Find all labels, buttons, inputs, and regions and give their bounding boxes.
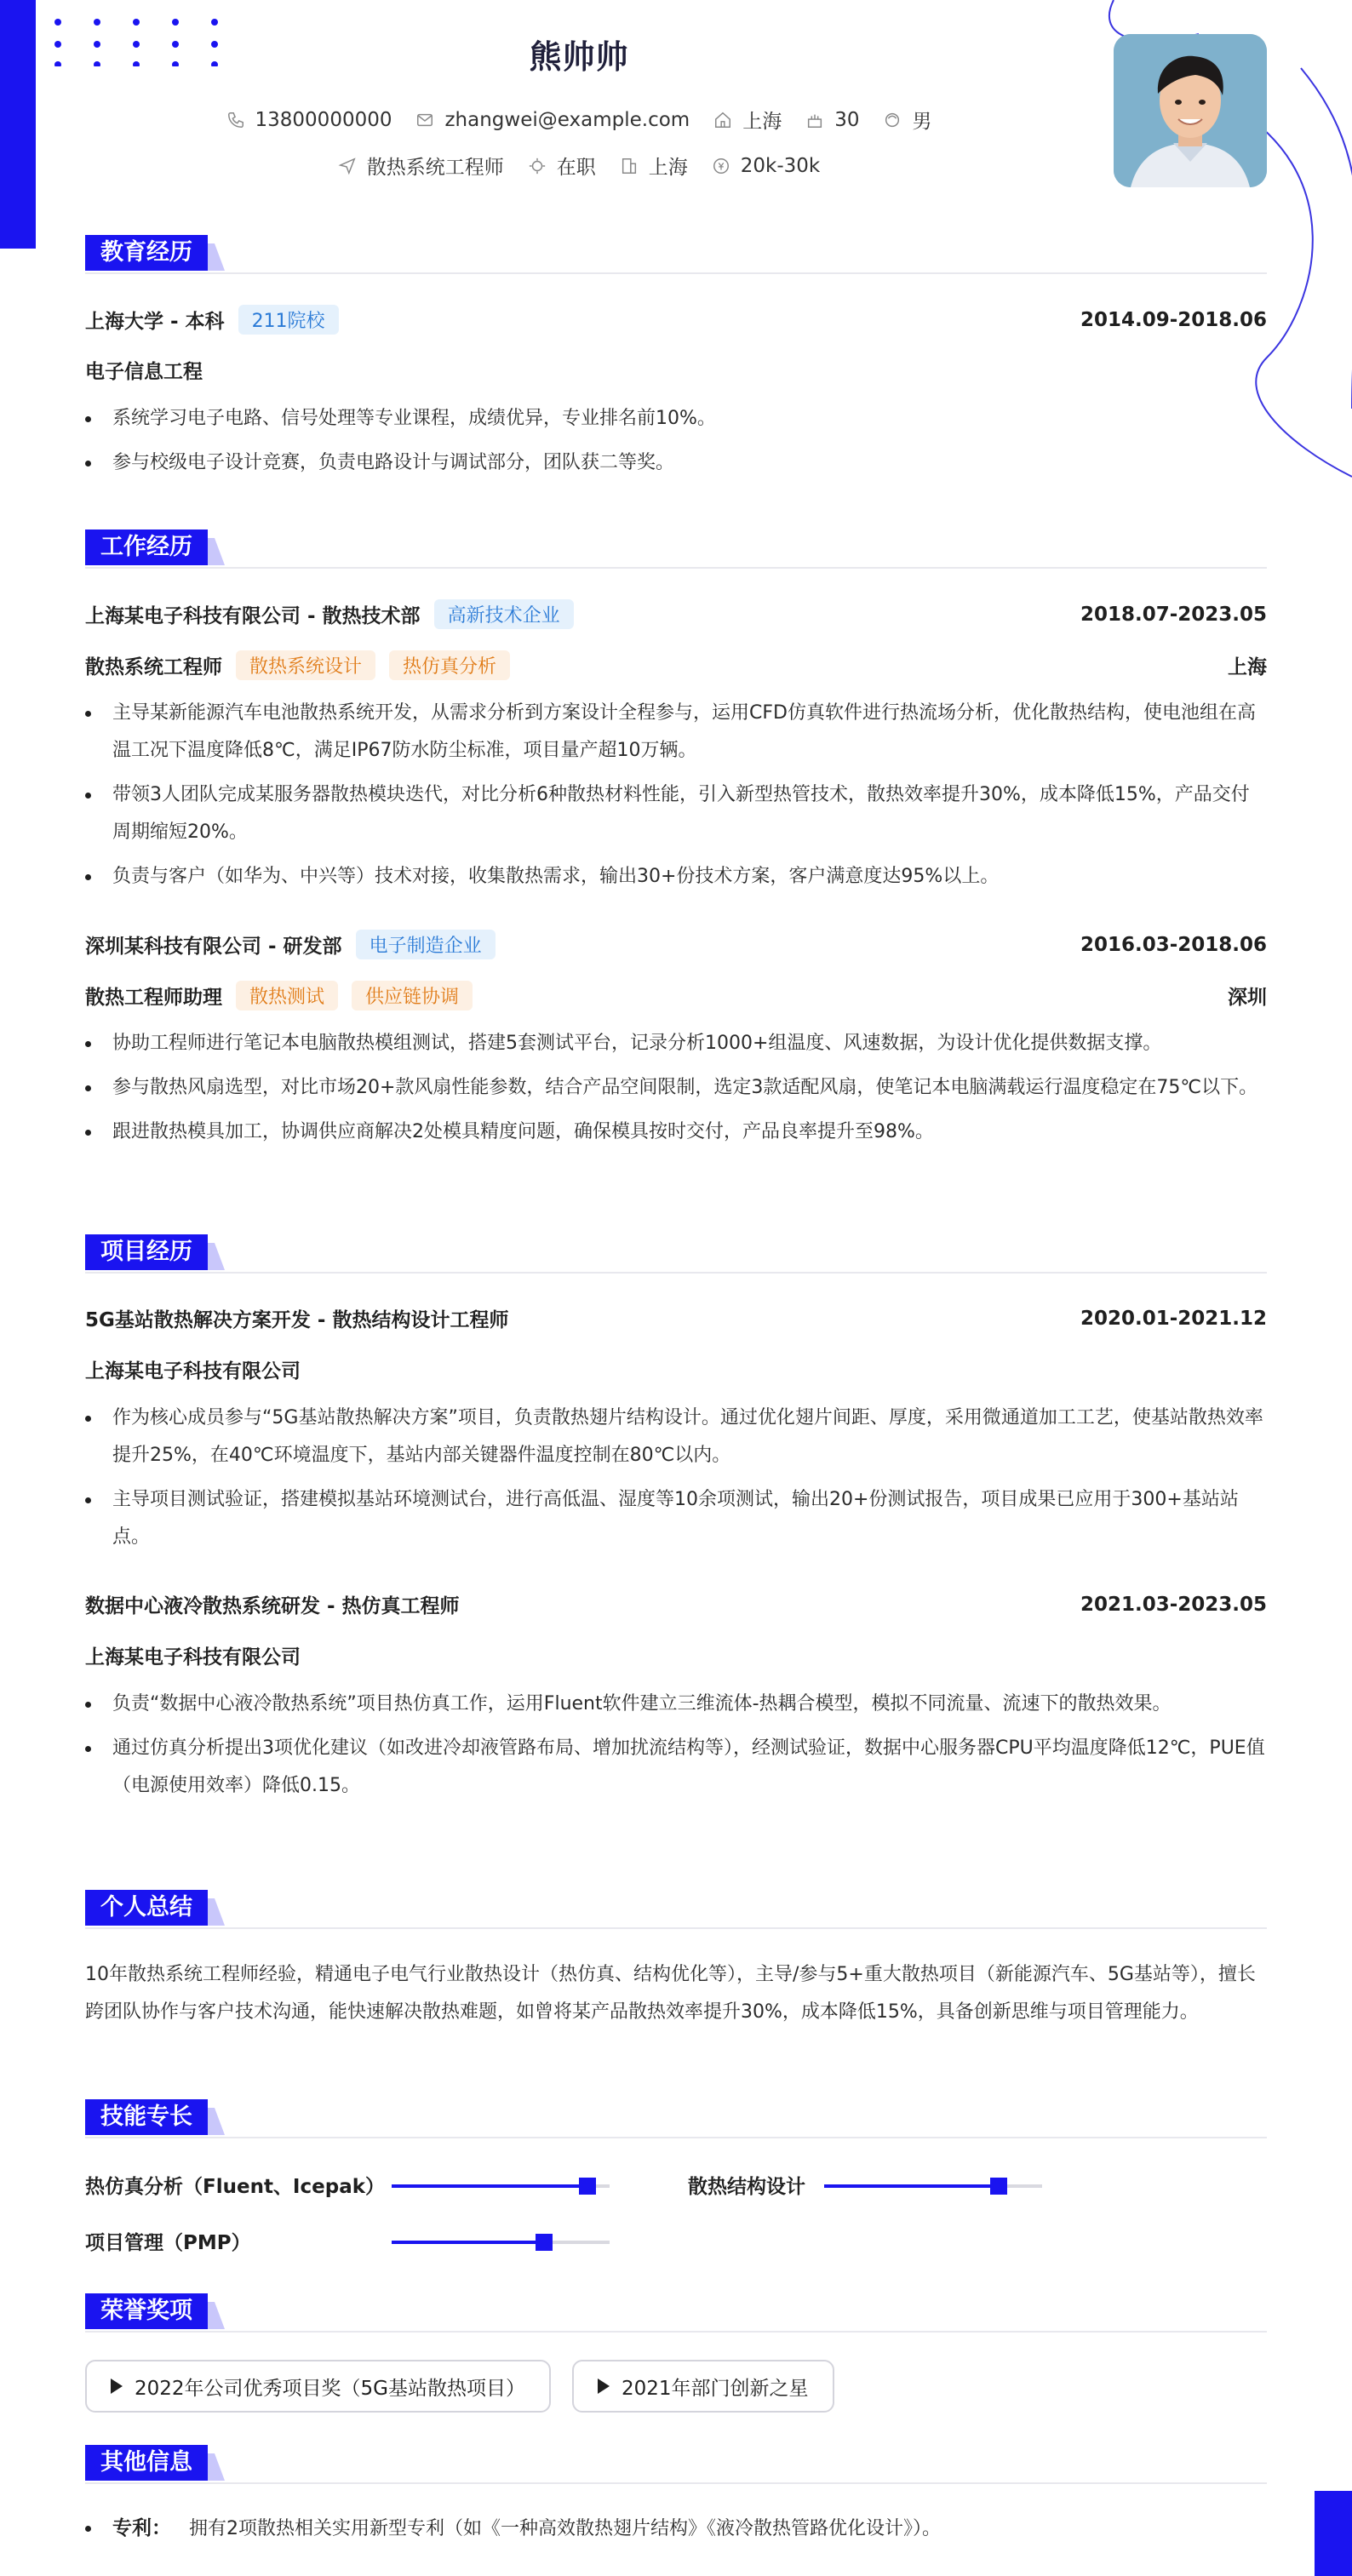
skill-item [688,2171,805,2199]
building-icon [620,157,639,175]
avatar-portrait [1114,34,1267,187]
honors-section [85,2293,1267,2400]
section-title-other [85,2445,1267,2484]
list-item: 参与校级电子设计竞赛，负责电路设计与调试部分，团队获二等奖。 [85,444,1267,482]
hometown-item [713,106,782,134]
school-badge: 211院校 [238,305,339,335]
city-item [620,152,688,180]
list-item: 参与散热风扇选型，对比市场20+款风扇性能参数，结合产品空间限制，选定3款适配风扇，使笔记本电脑满载运行温度稳定在75℃以下。 [85,1069,1267,1107]
role-name: 散热工程师助理 [85,987,222,1009]
status-text: 在职 [556,157,596,179]
section-tag: 工作经历 [85,530,208,565]
section-title-work [85,530,1267,569]
role-name: 散热系统工程师 [85,656,222,678]
company-name: 上海某电子科技有限公司 - 散热技术部 [85,605,421,627]
skill-fill [824,2184,999,2188]
work-location: 上海 [1228,656,1267,678]
send-icon [338,157,357,175]
skill-name: 项目管理（PMP） [85,2232,251,2254]
role-tag: 供应链协调 [352,981,473,1010]
work-location: 深圳 [1228,987,1267,1009]
skill-bar [392,2184,610,2188]
salary-text: 20k-30k [740,154,821,177]
list-item [85,2510,1267,2548]
skill-knob [990,2178,1007,2195]
section-title-summary [85,1890,1267,1929]
position-item [338,152,504,180]
skill-item [85,2171,385,2199]
summary-section [85,1890,1267,2023]
section-tag: 其他信息 [85,2445,208,2481]
phone-item [226,109,392,131]
list-item: 协助工程师进行笔记本电脑散热模组测试，搭建5套测试平台，记录分析1000+组温度、风速数据，为设计优化提供数据支撑。 [85,1025,1267,1062]
home-icon [713,111,732,129]
skill-knob [536,2234,553,2251]
section-title-projects [85,1234,1267,1274]
list-item: 主导某新能源汽车电池散热系统开发，从需求分析到方案设计全程参与，运用CFD仿真软件进行热流场分析，优化散热结构，使电池组在高温工况下温度降低8℃，满足IP67防水防尘标准，项目量产超10万辆。 [85,695,1267,770]
other-label: 专利： [112,2517,171,2539]
skill-knob [579,2178,596,2195]
list-item: 负责“数据中心液冷散热系统”项目热仿真工作，运用Fluent软件建立三维流体-热耦合模型，模拟不同流量、流速下的散热效果。 [85,1686,1267,1723]
education-header-row [85,305,1267,335]
email-item [415,109,690,131]
education-bullets [85,400,1267,489]
project-header-row [85,1304,1267,1332]
major-name: 电子信息工程 [85,361,203,383]
status-item [528,152,596,180]
skill-fill [392,2241,544,2244]
phone-text: 13800000000 [255,108,392,131]
role-tag: 热仿真分析 [389,650,510,680]
company-badge: 高新技术企业 [434,599,574,629]
salary-icon [712,157,730,175]
work-section [85,530,1267,1142]
role-tag: 散热测试 [236,981,338,1010]
list-item: 主导项目测试验证，搭建模拟基站环境测试台，进行高低温、湿度等10余项测试，输出20+份测试报告，项目成果已应用于300+基站站点。 [85,1481,1267,1556]
section-title-education [85,235,1267,274]
projects-section [85,1234,1267,1796]
section-tag: 个人总结 [85,1890,208,1926]
corner-accent-bar-bottom [1315,2491,1352,2576]
skill-fill [392,2184,587,2188]
position-text: 散热系统工程师 [366,157,504,179]
major-row [85,356,1267,384]
salary-item [712,155,820,177]
other-section [85,2445,1267,2539]
role-row [85,981,1267,1010]
project-title: 数据中心液冷散热系统研发 - 热仿真工程师 [85,1595,460,1617]
list-item: 通过仿真分析提出3项优化建议（如改进冷却液管路布局、增加扰流结构等），经测试验证，数据中心服务器CPU平均温度降低12℃，PUE值（电源使用效率）降低0.15。 [85,1730,1267,1805]
work-header-row [85,599,1267,629]
city-text: 上海 [648,157,688,179]
work-header-row [85,930,1267,959]
project-company-row [85,1641,1267,1669]
gender-icon [883,111,902,129]
gender-text: 男 [912,111,932,133]
education-section [85,235,1267,473]
project-company: 上海某电子科技有限公司 [85,1646,301,1669]
award-text: 2021年部门创新之星 [622,2377,809,2400]
resume-header [0,0,1352,204]
project-company-row [85,1355,1267,1383]
section-title-skills [85,2099,1267,2138]
list-item: 跟进散热模具加工，协调供应商解决2处模具精度问题，确保模具按时交付，产品良率提升至98%。 [85,1113,1267,1151]
list-item: 系统学习电子电路、信号处理等专业课程，成绩优异，专业排名前10%。 [85,400,1267,438]
skills-section [85,2099,1267,2254]
list-item: 负责与客户（如华为、中兴等）技术对接，收集散热需求，输出30+份技术方案，客户满意度达95%以上。 [85,858,1267,896]
candidate-name: 熊帅帅 [529,38,629,76]
section-tag: 技能专长 [85,2099,208,2135]
skill-bar [392,2241,610,2244]
skill-name: 热仿真分析（Fluent、Icepak） [85,2176,386,2198]
project-company: 上海某电子科技有限公司 [85,1360,301,1382]
section-title-honors [85,2293,1267,2333]
status-icon [528,157,547,175]
section-tag: 教育经历 [85,235,208,271]
school-name: 上海大学 - 本科 [85,311,225,333]
project-bullets [85,1686,1267,1812]
section-tag: 项目经历 [85,1234,208,1270]
work-date: 2016.03-2018.06 [1080,933,1267,956]
triangle-icon [111,2379,123,2394]
project-bullets [85,1400,1267,1563]
role-row [85,650,1267,680]
project-date: 2021.03-2023.05 [1080,1593,1267,1616]
project-title: 5G基站散热解决方案开发 - 散热结构设计工程师 [85,1309,509,1331]
email-text: zhangwei@example.com [444,108,690,131]
company-badge: 电子制造企业 [356,930,496,959]
section-tag: 荣誉奖项 [85,2293,208,2329]
job-intent-row [0,152,1158,180]
project-header-row [85,1590,1267,1618]
award-card [85,2360,551,2413]
award-text: 2022年公司优秀项目奖（5G基站散热项目） [135,2377,525,2400]
company-name: 深圳某科技有限公司 - 研发部 [85,936,342,958]
award-card [572,2360,834,2413]
summary-text: 10年散热系统工程师经验，精通电子电气行业散热设计（热仿真、结构优化等），主导/参与5+重大散热项目（新能源汽车、5G基站等），擅长跨团队协作与客户技术沟通，能快速解决散热难题，如曾将某产品散热效率提升30%，成本降低15%，具备创新思维与项目管理能力。 [85,1964,1256,2023]
work-bullets [85,1025,1267,1158]
hometown-text: 上海 [742,111,782,133]
work-date: 2018.07-2023.05 [1080,603,1267,626]
age-icon [805,111,824,129]
skill-bar [824,2184,1042,2188]
other-text: 拥有2项散热相关实用新型专利（如《一种高效散热翅片结构》《液冷散热管路优化设计》）。 [188,2518,941,2539]
mail-icon [415,111,434,129]
triangle-icon [598,2379,610,2394]
work-bullets [85,695,1267,902]
skill-name: 散热结构设计 [688,2176,805,2198]
contact-row [0,106,1158,134]
skill-item [85,2227,251,2255]
age-text: 30 [834,108,860,131]
other-bullets [85,2510,1267,2555]
avatar [1114,34,1267,187]
phone-icon [226,111,245,129]
age-item [805,109,859,131]
education-date: 2014.09-2018.06 [1080,308,1267,331]
gender-item [883,106,931,134]
role-tag: 散热系统设计 [236,650,375,680]
project-date: 2020.01-2021.12 [1080,1307,1267,1330]
list-item: 带领3人团队完成某服务器散热模块迭代，对比分析6种散热材料性能，引入新型热管技术，散热效率提升30%，成本降低15%，产品交付周期缩短20%。 [85,776,1267,851]
list-item: 作为核心成员参与“5G基站散热解决方案”项目，负责散热翅片结构设计。通过优化翅片间距、厚度，采用微通道加工工艺，使基站散热效率提升25%，在40℃环境温度下，基站内部关键器件温度控制在80℃以内。 [85,1400,1267,1474]
